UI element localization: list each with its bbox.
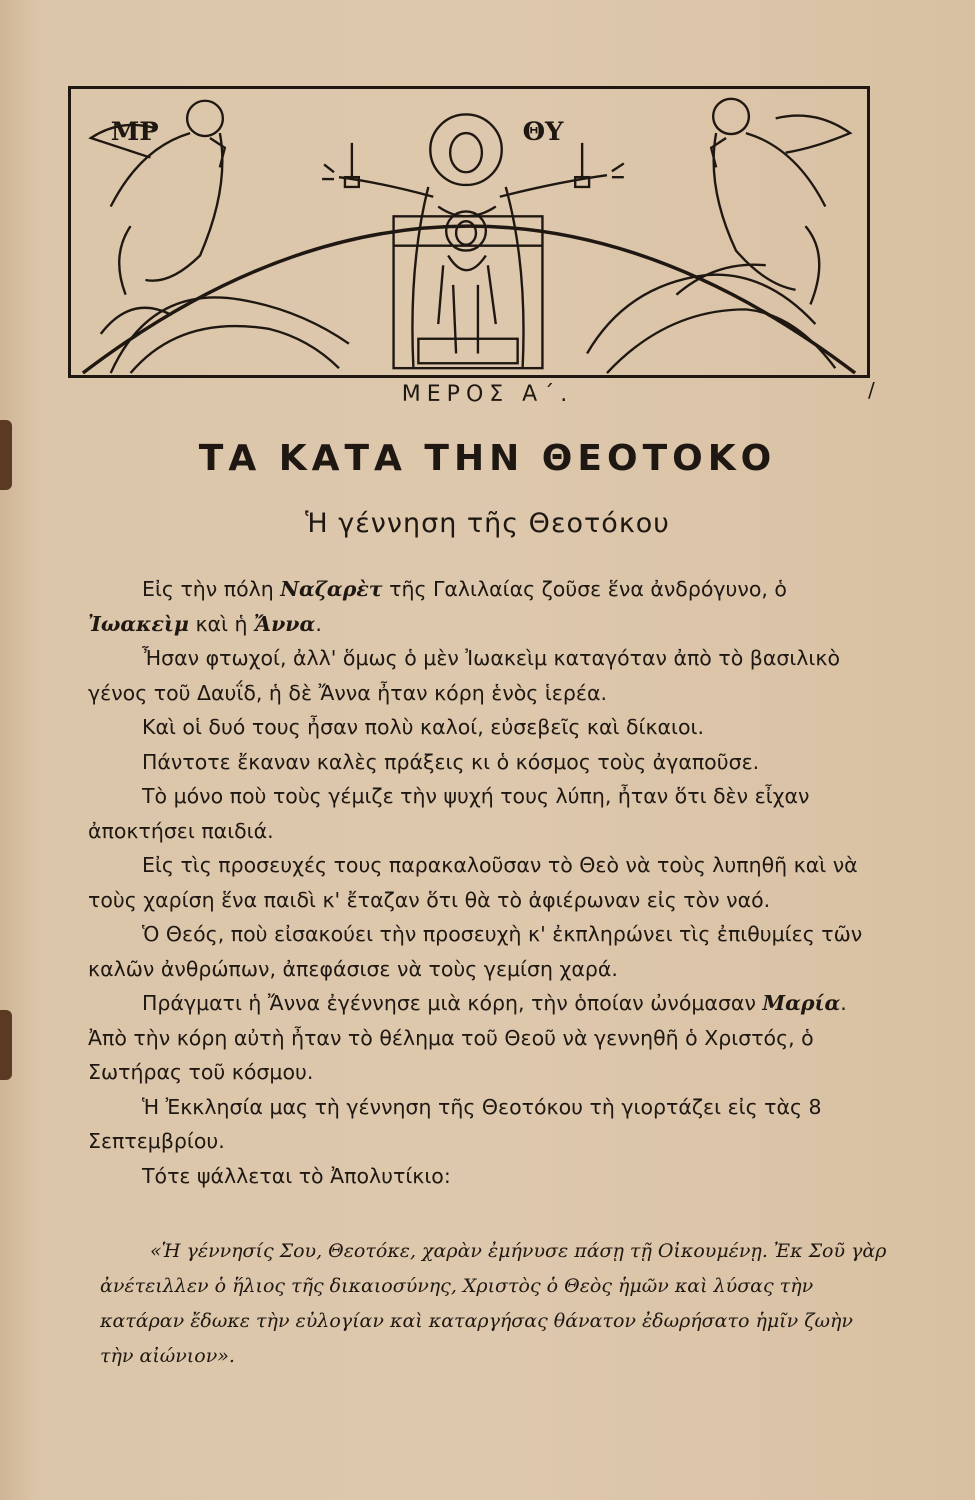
monogram-right: ΘΥ	[522, 117, 564, 147]
margin-mark: /	[868, 378, 875, 402]
paragraph: Ὁ Θεός, ποὺ εἰσακούει τὴν προσευχὴ κ' ἐκπληρώνει τὶς ἐπιθυμίες τῶν καλῶν ἀνθρώπων, ἀπεφάσισε νὰ τοὺς γεμίση χαρά.	[88, 922, 863, 981]
paragraph: Καὶ οἱ δυό τους ἦσαν πολὺ καλοί, εὐσεβεῖς καὶ δίκαιοι.	[142, 715, 704, 739]
paragraph: Εἰς τὶς προσευχές τους παρακαλοῦσαν τὸ Θεὸ νὰ τοὺς λυπηθῆ καὶ νὰ τοὺς χαρίση ἕνα παιδὶ κ' ἔταζαν ὅτι θὰ τὸ ἀφιέρωναν εἰς τὸν ναό.	[88, 853, 858, 912]
page-title: ΤΑ ΚΑΤΑ ΤΗΝ ΘΕΟΤΟΚΟ	[198, 438, 777, 479]
paragraph: Ἦσαν φτωχοί, ἀλλ' ὅμως ὁ μὲν Ἰωακεὶμ καταγόταν ἀπὸ τὸ βασιλικὸ γένος τοῦ Δαυΐδ, ἡ δὲ Ἄννα ἦταν κόρη ἑνὸς ἱερέα.	[88, 646, 840, 705]
theotokos-illustration	[68, 86, 870, 378]
section-subtitle: Ἡ γέννηση τῆς Θεοτόκου	[305, 508, 670, 539]
paragraph: Τὸ μόνο ποὺ τοὺς γέμιζε τὴν ψυχή τους λύπη, ἦταν ὅτι δὲν εἶχαν ἀποκτήσει παιδιά.	[88, 784, 810, 843]
paragraph: Εἰς τὴν πόλη Ναζαρὲτ τῆς Γαλιλαίας ζοῦσε ἕνα ἀνδρόγυνο, ὁ Ἰωακεὶμ καὶ ἡ Ἄννα.	[88, 577, 787, 636]
apolytikion-hymn: «Ἡ γέννησίς Σου, Θεοτόκε, χαρὰν ἐμήνυσε πάσῃ τῇ Οἰκουμένῃ. Ἐκ Σοῦ γὰρ ἀνέτειλλεν ὁ ἥλιος τῆς δικαιοσύνης, Χριστὸς ὁ Θεὸς ἡμῶν καὶ λύσας τὴν κατάραν ἔδωκε τὴν εὐλογίαν καὶ καταργήσας θάνατον ἐδωρήσατο ἡμῖν ζωὴν τὴν αἰώνιον».	[100, 1240, 887, 1367]
part-label: ΜΕΡΟΣ Α΄.	[401, 382, 574, 407]
paragraph: Τότε ψάλλεται τὸ Ἀπολυτίκιο:	[142, 1163, 451, 1188]
paragraph: Ἡ Ἐκκλησία μας τὴ γέννηση τῆς Θεοτόκου τὴ γιορτάζει εἰς τὰς 8 Σεπτεμβρίου.	[88, 1094, 822, 1153]
body-text	[88, 570, 888, 1193]
paragraph: Πράγματι ἡ Ἄννα ἐγέννησε μιὰ κόρη, τὴν ὁποίαν ὠνόμασαν Μαρία. Ἀπὸ τὴν κόρη αὐτὴ ἦταν τὸ θέλημα τοῦ Θεοῦ νὰ γεννηθῆ ὁ Χριστός, ὁ Σωτήρας τοῦ κόσμου.	[88, 991, 847, 1084]
binding-mark	[0, 1010, 12, 1080]
monogram-left: ΜΡ	[110, 117, 159, 147]
paragraph: Πάντοτε ἔκαναν καλὲς πράξεις κι ὁ κόσμος τοὺς ἀγαποῦσε.	[142, 749, 760, 774]
